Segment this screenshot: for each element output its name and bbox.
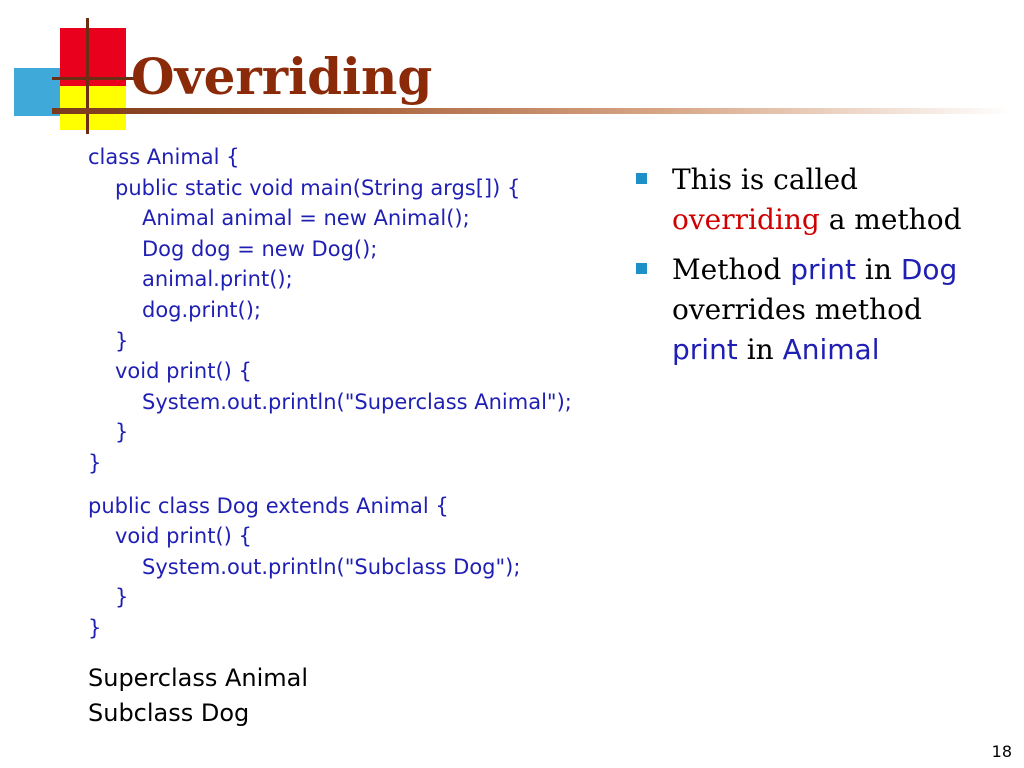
code-line: Animal animal = new Animal(); <box>142 206 470 231</box>
bullet-item-overriding <box>634 160 1014 240</box>
slide-title: Overriding <box>131 47 433 106</box>
code-line: void print() { <box>115 524 252 549</box>
code-keyword: Dog <box>900 253 958 286</box>
code-keyword: Animal <box>782 333 880 366</box>
bullet-text: in <box>737 333 783 366</box>
slide-logo <box>0 0 140 140</box>
code-keyword: print <box>790 253 857 286</box>
logo-horizontal-line <box>52 77 134 80</box>
bullet-text: This is called <box>672 163 858 196</box>
code-line: } <box>88 450 102 475</box>
code-keyword: print <box>672 333 738 366</box>
code-line: } <box>115 420 129 445</box>
code-line: public static void main(String args[]) { <box>115 175 521 200</box>
code-line: animal.print(); <box>142 267 293 292</box>
page-number: 18 <box>991 742 1012 761</box>
title-underline <box>52 108 1012 114</box>
bullet-text: in <box>856 253 901 286</box>
code-line: } <box>115 328 129 353</box>
code-listing <box>88 142 572 644</box>
code-line: } <box>115 585 129 610</box>
highlight-term: overriding <box>672 203 820 236</box>
bullet-item-method <box>634 250 1014 370</box>
code-block-gap <box>88 479 572 491</box>
code-line: Dog dog = new Dog(); <box>142 236 378 261</box>
program-output <box>88 661 308 731</box>
bullet-list <box>634 160 1014 380</box>
square-bullet-icon <box>636 263 647 274</box>
output-line: Subclass Dog <box>88 699 250 727</box>
code-line: public class Dog extends Animal { <box>88 493 449 518</box>
code-line: System.out.println("Superclass Animal"); <box>142 389 572 414</box>
bullet-text: a method <box>819 203 962 236</box>
logo-vertical-line <box>86 18 89 134</box>
bullet-text: overrides method <box>672 293 922 326</box>
code-line: dog.print(); <box>142 297 261 322</box>
code-line: } <box>88 615 102 640</box>
code-line: void print() { <box>115 359 252 384</box>
bullet-text: Method <box>672 253 791 286</box>
square-bullet-icon <box>636 173 647 184</box>
code-line: class Animal { <box>88 145 240 169</box>
code-line: System.out.println("Subclass Dog"); <box>142 554 521 579</box>
output-line: Superclass Animal <box>88 664 309 692</box>
